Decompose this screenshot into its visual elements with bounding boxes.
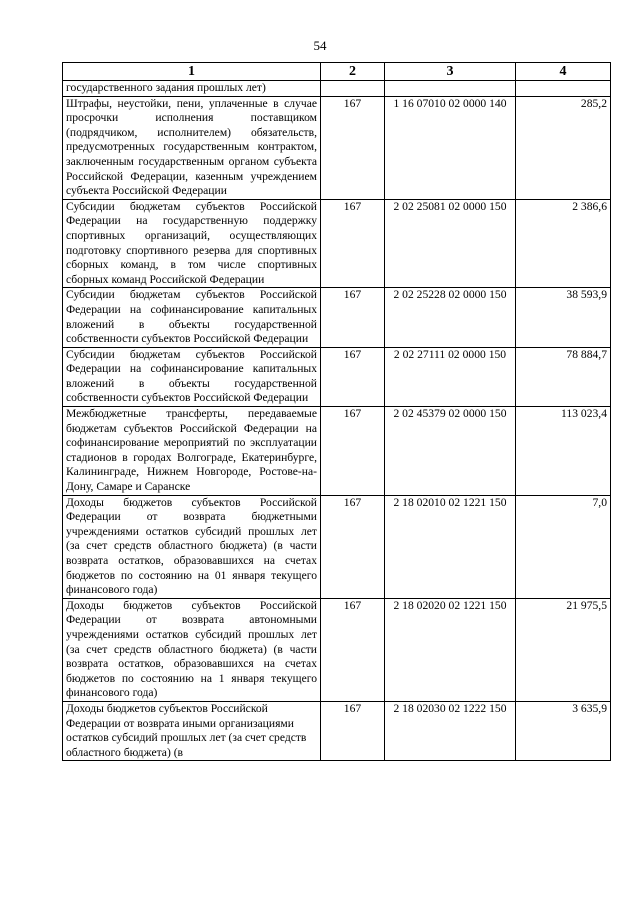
table-header-row	[63, 63, 611, 81]
table-row	[63, 288, 611, 347]
continuation-cell: государственного задания прошлых лет)	[63, 81, 321, 97]
row-amount: 2 386,6	[516, 199, 611, 288]
row-admin: 167	[321, 288, 385, 347]
row-amount: 285,2	[516, 96, 611, 199]
row-amount: 78 884,7	[516, 347, 611, 406]
revenue-table	[62, 62, 611, 761]
table-row	[63, 495, 611, 598]
row-name: Субсидии бюджетам субъектов Российской Федерации на софинансирование капитальных вложений в объекты государственной собственности субъектов Российской Федерации	[63, 347, 321, 406]
row-admin: 167	[321, 96, 385, 199]
row-name: Субсидии бюджетам субъектов Российской Федерации на софинансирование капитальных вложений в объекты государственной собственности субъектов Российской Федерации	[63, 288, 321, 347]
table-row	[63, 199, 611, 288]
row-amount: 3 635,9	[516, 701, 611, 760]
table-row	[63, 347, 611, 406]
row-name: Доходы бюджетов субъектов Российской Федерации от возврата автономными учреждениями остатков субсидий прошлых лет (за счет средств областного бюджета) (в части возврата остатков, образовавшихся на счетах бюджетов по состоянию на 1 января текущего финансового года)	[63, 598, 321, 701]
table-row	[63, 598, 611, 701]
empty-cell	[516, 81, 611, 97]
table-row	[63, 96, 611, 199]
row-code: 2 18 02030 02 1222 150	[385, 701, 516, 760]
row-code: 2 18 02010 02 1221 150	[385, 495, 516, 598]
row-amount: 21 975,5	[516, 598, 611, 701]
row-amount: 113 023,4	[516, 407, 611, 496]
row-code: 2 02 27111 02 0000 150	[385, 347, 516, 406]
column-header-code: 3	[385, 63, 516, 81]
column-header-amount: 4	[516, 63, 611, 81]
empty-cell	[385, 81, 516, 97]
row-name: Межбюджетные трансферты, передаваемые бюджетам субъектов Российской Федерации на софинансирование мероприятий по эксплуатации стадионов в городах Волгограде, Екатеринбурге, Калининграде, Нижнем Новгороде, Ростове-на-Дону, Самаре и Саранске	[63, 407, 321, 496]
row-admin: 167	[321, 199, 385, 288]
row-admin: 167	[321, 495, 385, 598]
row-code: 2 02 25081 02 0000 150	[385, 199, 516, 288]
row-code: 2 02 45379 02 0000 150	[385, 407, 516, 496]
row-name: Доходы бюджетов субъектов Российской Федерации от возврата бюджетными учреждениями остатков субсидий прошлых лет (за счет средств областного бюджета) (в части возврата остатков, образовавшихся на счетах бюджетов по состоянию на 01 января текущего финансового года)	[63, 495, 321, 598]
column-header-name: 1	[63, 63, 321, 81]
row-admin: 167	[321, 701, 385, 760]
column-header-admin: 2	[321, 63, 385, 81]
row-name: Субсидии бюджетам субъектов Российской Федерации на государственную поддержку спортивных организаций, осуществляющих подготовку спортивного резерва для спортивных сборных команд, в том числе спортивных сборных команд Российской Федерации	[63, 199, 321, 288]
table-row	[63, 407, 611, 496]
row-admin: 167	[321, 407, 385, 496]
page-number: 54	[313, 38, 327, 53]
empty-cell	[321, 81, 385, 97]
row-code: 2 18 02020 02 1221 150	[385, 598, 516, 701]
row-name: Штрафы, неустойки, пени, уплаченные в случае просрочки исполнения поставщиком (подрядчиком, исполнителем) обязательств, предусмотренных государственным контрактом, заключенным государственным органом субъекта Российской Федерации, казенным учреждением субъекта Российской Федерации	[63, 96, 321, 199]
row-admin: 167	[321, 598, 385, 701]
row-code: 2 02 25228 02 0000 150	[385, 288, 516, 347]
row-amount: 38 593,9	[516, 288, 611, 347]
row-admin: 167	[321, 347, 385, 406]
row-amount: 7,0	[516, 495, 611, 598]
table-row	[63, 701, 611, 760]
row-code: 1 16 07010 02 0000 140	[385, 96, 516, 199]
table-row-continuation	[63, 81, 611, 97]
row-name: Доходы бюджетов субъектов Российской Федерации от возврата иными организациями остатков субсидий прошлых лет (за счет средств областного бюджета) (в	[63, 701, 321, 760]
